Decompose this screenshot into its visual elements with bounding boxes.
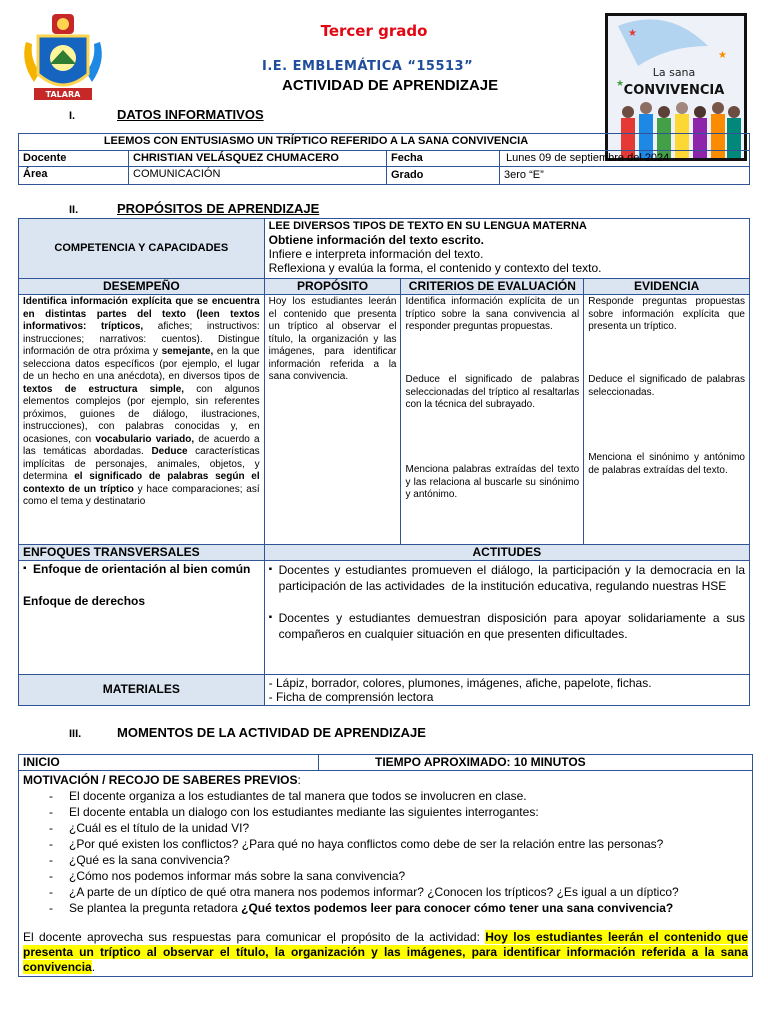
- actitudes-label: ACTITUDES: [264, 545, 749, 561]
- evidencia-1: Responde preguntas propuestas sobre información explícita que presenta un tríptico.: [588, 296, 745, 332]
- motivacion-label: MOTIVACIÓN / RECOJO DE SABERES PREVIOS: [23, 773, 298, 787]
- docente-value: CHRISTIAN VELÁSQUEZ CHUMACERO: [129, 151, 387, 167]
- criterio-1: Identifica información explícita de un tríptico sobre la sana convivencia al responder preguntas propuestas.: [405, 296, 580, 332]
- section-title: MOMENTOS DE LA ACTIVIDAD DE APRENDIZAJE: [117, 725, 426, 740]
- section-title: PROPÓSITOS DE APRENDIZAJE: [117, 201, 320, 216]
- capacidad-2: Infiere e interpreta información del texto.: [268, 246, 484, 261]
- docente-label: Docente: [19, 151, 129, 167]
- list-item: - Se plantea la pregunta retadora ¿Qué textos podemos leer para conocer cómo tener una sana convivencia?: [23, 900, 748, 916]
- col-evidencia: EVIDENCIA: [584, 279, 750, 295]
- material-1: - Lápiz, borrador, colores, plumones, imágenes, afiche, papelote, fichas.: [268, 675, 652, 690]
- list-item: - ¿Por qué existen los conflictos? ¿Para qué no haya conflictos como debe de ser la relación entre las personas?: [23, 836, 748, 852]
- moments-table: INICIO TIEMPO APROXIMADO: 10 MINUTOS MOTIVACIÓN / RECOJO DE SABERES PREVIOS: - El docente organiza a los estudiantes de tal manera que todos se involucren en clase. - El docente entabla un dialogo con los estudiantes mediante las siguientes interrogantes: - ¿Cuál es el título de la unidad VI? - ¿Por qué existen los conflictos? ¿Para qué no haya conflictos como debe de ser la relación entre las personas? - ¿Qué es la sana convivencia? - ¿Cómo nos podemos informar más sobre la sana convivencia? - ¿A parte de un díptico de qué otra manera nos podemos informar? ¿Conocen los trípticos? ¿Es igual a un díptico? - Se plantea la pregunta retadora ¿Qué textos podemos leer para conocer cómo tener una sana convivencia? El docente aprovecha sus respuestas para comunicar el propósito de la actividad: Hoy los estudiantes leerán el contenido que presenta un tríptico al observar el título, la organización y las imágenes, para identificar información referida a la sana convivencia.: [18, 754, 753, 977]
- desempeno-segment: de acuerdo a las temáticas abordadas.: [23, 433, 260, 457]
- svg-text:★: ★: [628, 28, 637, 39]
- list-item: - El docente entabla un dialogo con los estudiantes mediante las siguientes interrogantes:: [23, 804, 748, 820]
- actitud-2: ▪ Docentes y estudiantes demuestran disposición para apoyar solidariamente a sus compañeros en cualquier situación en que presenten dificultades.: [269, 610, 745, 642]
- closing-paragraph: El docente aprovecha sus respuestas para comunicar el propósito de la actividad: Hoy los estudiantes leerán el contenido que presenta un tríptico al observar el título, la organización y las imágenes, para identificar información referida a la sana convivencia.: [23, 930, 748, 974]
- section-number: II.: [69, 204, 79, 216]
- logo-text: TALARA: [45, 90, 81, 99]
- col-criterios: CRITERIOS DE EVALUACIÓN: [401, 279, 584, 295]
- materiales-label: MATERIALES: [19, 674, 265, 705]
- poster-line1: La sana: [652, 66, 696, 79]
- fecha-label: Fecha: [387, 151, 500, 167]
- list-item: - El docente organiza a los estudiantes de tal manera que todos se involucren en clase.: [23, 788, 748, 804]
- school-name: I.E. EMBLEMÁTICA “15513”: [262, 59, 474, 74]
- actitud-1: [269, 562, 745, 594]
- list-item: - ¿Qué es la sana convivencia?: [23, 852, 748, 868]
- closing-highlight: Hoy los estudiantes leerán el contenido que presenta un tríptico al observar el título, la organización y las imágenes, para identificar información referida a la sana convivencia: [23, 930, 748, 974]
- section-heading-2: [69, 201, 319, 216]
- desempeno-segment: el significado de palabras según el contexto de un tríptico: [23, 471, 260, 495]
- enfoques-label: ENFOQUES TRANSVERSALES: [19, 545, 265, 561]
- list-item: - ¿Cómo nos podemos informar más sobre la sana convivencia?: [23, 868, 748, 884]
- desempeno-segment: en la que selecciona datos específicos (por ejemplo, el lugar de un hecho en una anécdota), en diversos tipos de: [23, 346, 260, 382]
- competencia-title: LEE DIVERSOS TIPOS DE TEXTO EN SU LENGUA MATERNA: [268, 220, 587, 232]
- section-number: I.: [69, 110, 76, 122]
- enfoque-2: Enfoque de derechos: [23, 593, 146, 608]
- moment-list: [23, 788, 748, 916]
- fecha-value: Lunes 09 de septiembre del 2024: [500, 151, 750, 167]
- grade-title: Tercer grado: [320, 22, 428, 40]
- page-title: ACTIVIDAD DE APRENDIZAJE: [282, 77, 499, 94]
- desempeno-segment: y hace comparaciones; así como el tema y destinatario: [23, 483, 260, 507]
- capacidad-3: Reflexiona y evalúa la forma, el contenido y contexto del texto.: [268, 260, 602, 275]
- desempeno-cell: [19, 295, 265, 545]
- poster-line2: CONVIVENCIA: [623, 83, 725, 98]
- proposito-cell: Hoy los estudiantes leerán el contenido que presenta un tríptico al observar el título, la organización y las imágenes, para identificar información referida a la sana convivencia.: [264, 295, 401, 545]
- area-value: COMUNICACIÓN: [129, 167, 387, 185]
- actitud-1a: Docentes y estudiantes promueven el diálogo, la participación y la democracia en la participación de las actividades: [278, 562, 745, 593]
- desempeno-segment: Deduce: [151, 446, 188, 457]
- area-label: Área: [19, 167, 129, 185]
- activity-heading: LEEMOS CON ENTUSIASMO UN TRÍPTICO REFERIDO A LA SANA CONVIVENCIA: [19, 134, 750, 151]
- info-table: [18, 133, 750, 185]
- desempeno-segment: con algunos elementos complejos (por ejemplo, sin referentes próximos, guiones de diálogo, ilustraciones, instrucciones), con palabras conocidas y, en ocasiones, con: [23, 383, 260, 445]
- capacidad-1: Obtiene información del texto escrito.: [268, 232, 485, 247]
- col-desempeno: DESEMPEÑO: [19, 279, 265, 295]
- criterio-2: Deduce el significado de palabras seleccionadas del tríptico al resaltarlas con la técnica del subrayado.: [405, 374, 580, 410]
- actitud-1b: de la institución educativa, regulando nuestras HSE: [451, 578, 727, 593]
- list-item: - ¿Cuál es el título de la unidad VI?: [23, 820, 748, 836]
- desempeno-segment: Identifica información explícita que se encuentra en distintas partes del texto (leen textos informativos: trípticos,: [23, 296, 260, 332]
- closing-prefix: El docente aprovecha sus respuestas para comunicar el propósito de la actividad:: [23, 930, 486, 944]
- tiempo-label: TIEMPO APROXIMADO: 10 MINUTOS: [319, 755, 753, 771]
- grado-label: Grado: [387, 167, 500, 185]
- competencia-label: COMPETENCIA Y CAPACIDADES: [19, 219, 265, 279]
- desempeno-segment: características implícitas de personajes, animales, objetos, y determina: [23, 446, 260, 482]
- section-number: III.: [69, 728, 82, 740]
- col-proposito: PROPÓSITO: [264, 279, 401, 295]
- evidencia-2: Deduce el significado de palabras seleccionadas.: [588, 374, 745, 398]
- inicio-label: INICIO: [19, 755, 319, 771]
- grado-value: 3ero “E”: [500, 167, 750, 185]
- criterio-3: Menciona palabras extraídas del texto y las relaciona al buscarle su sinónimo y antónimo.: [405, 464, 580, 500]
- section-title: DATOS INFORMATIVOS: [117, 107, 264, 122]
- desempeno-segment: textos de estructura simple,: [23, 383, 185, 395]
- material-2: - Ficha de comprensión lectora: [268, 689, 434, 704]
- section-heading-1: [69, 107, 264, 122]
- enfoque-1: ▪ Enfoque de orientación al bien común: [23, 562, 260, 576]
- svg-text:★: ★: [616, 78, 625, 88]
- section-heading-3: [69, 725, 426, 740]
- desempeno-segment: semejante,: [161, 346, 214, 357]
- svg-text:★: ★: [718, 50, 727, 61]
- purposes-table: [18, 218, 750, 706]
- list-item: - ¿A parte de un díptico de qué otra manera nos podemos informar? ¿Conocen los trípticos? ¿Es igual a un díptico?: [23, 884, 748, 900]
- desempeno-segment: vocabulario variado,: [95, 433, 195, 445]
- evidencia-3: Menciona el sinónimo y antónimo de palabras extraídas del texto.: [588, 452, 745, 476]
- desempeno-segment: afiches; instructivos: instrucciones; narrativos: cuentos). Distingue información de otra próxima y: [23, 321, 260, 357]
